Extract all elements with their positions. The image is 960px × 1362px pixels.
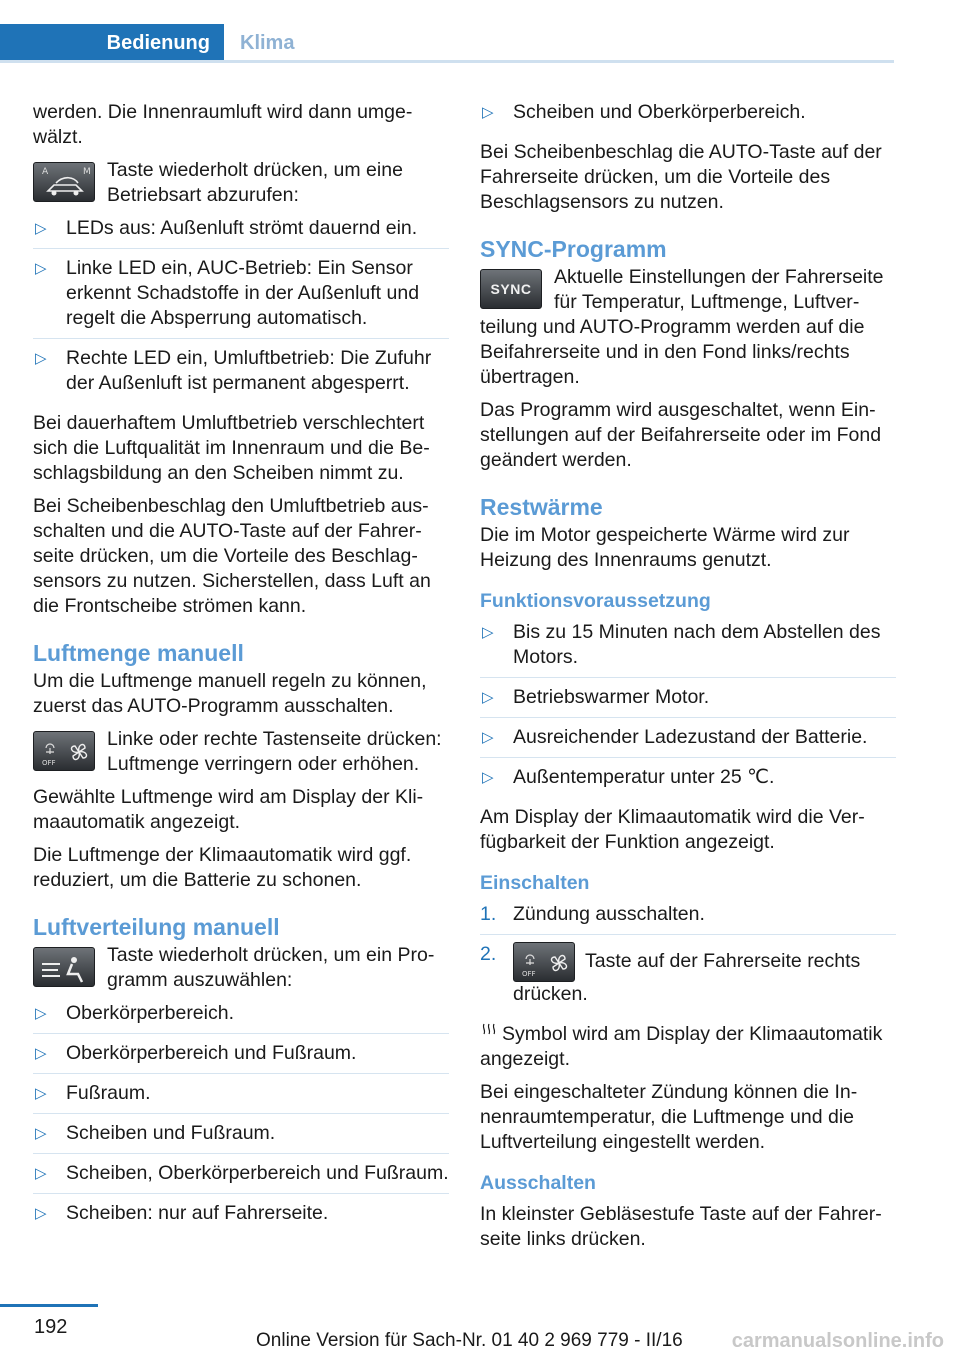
page-number: 192 <box>34 1316 68 1338</box>
list-item: ▷ LEDs aus: Außenluft strömt dauernd ein. <box>33 216 449 249</box>
air-distribution-button-icon <box>33 947 95 987</box>
right-column <box>480 100 896 1260</box>
list-item: 1. Zündung ausschalten. <box>480 902 896 935</box>
list-item: 2. OFF Taste auf der Fahrerseite rechts drücken. <box>480 943 861 1005</box>
triangle-bullet-icon: ▷ <box>482 624 494 641</box>
paragraph: Symbol wird am Display der Klimaautomatik angezeigt. <box>480 1023 883 1070</box>
footer-online-version: Online Version für Sach-Nr. 01 40 2 969 779 - II/16 <box>256 1330 683 1351</box>
tab-bedienung[interactable]: Bedienung <box>0 24 224 62</box>
distribution-instruction <box>33 943 449 993</box>
svg-text:A: A <box>42 167 49 177</box>
paragraph: Bei eingeschalteter Zündung können die Innenraumtemperatur, die Luftmenge und die Luftverteilung eingestellt werden. <box>480 1081 858 1153</box>
paragraph: In kleinster Gebläsestufe Taste auf der Fahrerseite links drücken. <box>480 1203 882 1250</box>
triangle-bullet-icon: ▷ <box>482 729 494 746</box>
triangle-bullet-icon: ▷ <box>482 689 494 706</box>
paragraph: Am Display der Klimaautomatik wird die Verfügbarkeit der Funktion angezeigt. <box>480 806 865 853</box>
left-column <box>33 100 449 1241</box>
list-item: ▷ Linke LED ein, AUC-Betrieb: Ein Sensor erkennt Schadstoffe in der Außenluft und regelt die Absperrung automatisch. <box>33 256 449 339</box>
watermark: carmanualsonline.info <box>731 1330 944 1352</box>
paragraph: werden. Die Innenraumluft wird dann umgewälzt. <box>33 101 413 148</box>
paragraph: Bei dauerhaftem Umluftbetrieb verschlechtert sich die Luftqualität im Innenraum und die Beschlagsbildung an den Scheiben nimmt zu. <box>33 412 430 484</box>
fan-button-icon <box>33 731 95 771</box>
tab-klima[interactable]: Klima <box>240 31 295 54</box>
sync-instruction <box>480 265 896 390</box>
fan-button-icon <box>513 942 575 982</box>
mode-list <box>33 216 449 403</box>
list-item: ▷ Oberkörperbereich. <box>33 1001 449 1034</box>
svg-text:OFF: OFF <box>522 970 536 978</box>
list-item: ▷ Scheiben und Oberkörperbereich. <box>482 101 806 123</box>
triangle-bullet-icon: ▷ <box>482 104 494 121</box>
condition-list <box>480 620 896 797</box>
list-item: ▷ Ausreichender Ladezustand der Batterie. <box>480 725 896 758</box>
paragraph: Die im Motor gespeicherte Wärme wird zur Heizung des Innenraums genutzt. <box>480 524 850 571</box>
paragraph: Bei Scheibenbeschlag die AUTO-Taste auf der Fahrerseite drücken, um die Vorteile des Beschlagsensors zu nutzen. <box>480 141 882 213</box>
paragraph: Linke oder rechte Tastenseite drücken: Luftmenge verringern oder erhöhen. <box>107 728 442 775</box>
list-item: ▷ Betriebswarmer Motor. <box>480 685 896 718</box>
heading-luftverteilung: Luftverteilung manuell <box>33 914 280 940</box>
paragraph: Taste wiederholt drücken, um eine Betriebsart abzurufen: <box>107 159 403 206</box>
footer-rule <box>0 1304 98 1307</box>
paragraph: Taste wiederholt drücken, um ein Programm auszuwählen: <box>107 944 435 991</box>
heading-luftmenge: Luftmenge manuell <box>33 640 244 666</box>
triangle-bullet-icon: ▷ <box>35 1005 47 1022</box>
heading-einschalten: Einschalten <box>480 872 590 894</box>
list-item: ▷ Bis zu 15 Minuten nach dem Abstellen des Motors. <box>480 620 896 678</box>
list-item: ▷ Scheiben und Fußraum. <box>33 1121 449 1154</box>
triangle-bullet-icon: ▷ <box>482 769 494 786</box>
sync-button-icon: SYNC <box>480 269 542 309</box>
recirculation-instruction <box>33 158 449 208</box>
triangle-bullet-icon: ▷ <box>35 1125 47 1142</box>
list-item: ▷ Scheiben, Oberkörperbereich und Fußraum. <box>33 1161 449 1194</box>
list-item: ▷ Oberkörperbereich und Fußraum. <box>33 1041 449 1074</box>
program-list <box>33 1001 449 1233</box>
svg-text:OFF: OFF <box>42 759 56 767</box>
paragraph: Gewählte Luftmenge wird am Display der Klimaautomatik angezeigt. <box>33 786 424 833</box>
program-list-continued <box>480 100 896 132</box>
triangle-bullet-icon: ▷ <box>35 220 47 237</box>
heading-ausschalten: Ausschalten <box>480 1172 596 1194</box>
list-item: ▷ Rechte LED ein, Umluftbetrieb: Die Zufuhr der Außenluft ist permanent abgesperrt. <box>35 347 432 394</box>
airflow-instruction <box>33 727 449 777</box>
heading-restwaerme: Restwärme <box>480 494 603 520</box>
svg-text:M: M <box>83 167 91 177</box>
list-item: ▷ Fußraum. <box>33 1081 449 1114</box>
recirculation-button-icon <box>33 162 95 202</box>
triangle-bullet-icon: ▷ <box>35 1165 47 1182</box>
heading-funktionsvoraussetzung: Funktionsvoraussetzung <box>480 590 711 612</box>
paragraph: Das Programm wird ausgeschaltet, wenn Einstellungen auf der Beifahrerseite oder im Fond geändert werden. <box>480 399 882 471</box>
triangle-bullet-icon: ▷ <box>35 260 47 277</box>
heading-sync: SYNC-Programm <box>480 236 667 262</box>
paragraph: Bei Scheibenbeschlag den Umluftbetrieb ausschalten und die AUTO-Taste auf der Fahrerseite drücken, um die Vorteile des Beschlagsensors zu nutzen. Sicherstellen, dass Luft an die Frontscheibe strömen kann. <box>33 495 431 617</box>
paragraph: Die Luftmenge der Klimaautomatik wird ggf. reduziert, um die Batterie zu schonen. <box>33 844 412 891</box>
header-rule <box>0 60 894 63</box>
steps-list <box>480 902 896 1014</box>
triangle-bullet-icon: ▷ <box>35 1045 47 1062</box>
list-item: ▷ Scheiben: nur auf Fahrerseite. <box>35 1202 329 1224</box>
list-item: ▷ Außentemperatur unter 25 ℃. <box>482 766 775 788</box>
heat-symbol-icon <box>480 1022 502 1047</box>
triangle-bullet-icon: ▷ <box>35 350 47 367</box>
triangle-bullet-icon: ▷ <box>35 1205 47 1222</box>
paragraph: Aktuelle Einstellungen der Fahrerseite für Temperatur, Luftmenge, Luftverteilung und AUTO-Programm werden auf die Beifahrerseite und in den Fond links/rechts übertragen. <box>480 266 884 388</box>
triangle-bullet-icon: ▷ <box>35 1085 47 1102</box>
paragraph: Um die Luftmenge manuell regeln zu können, zuerst das AUTO-Programm ausschalten. <box>33 670 427 717</box>
